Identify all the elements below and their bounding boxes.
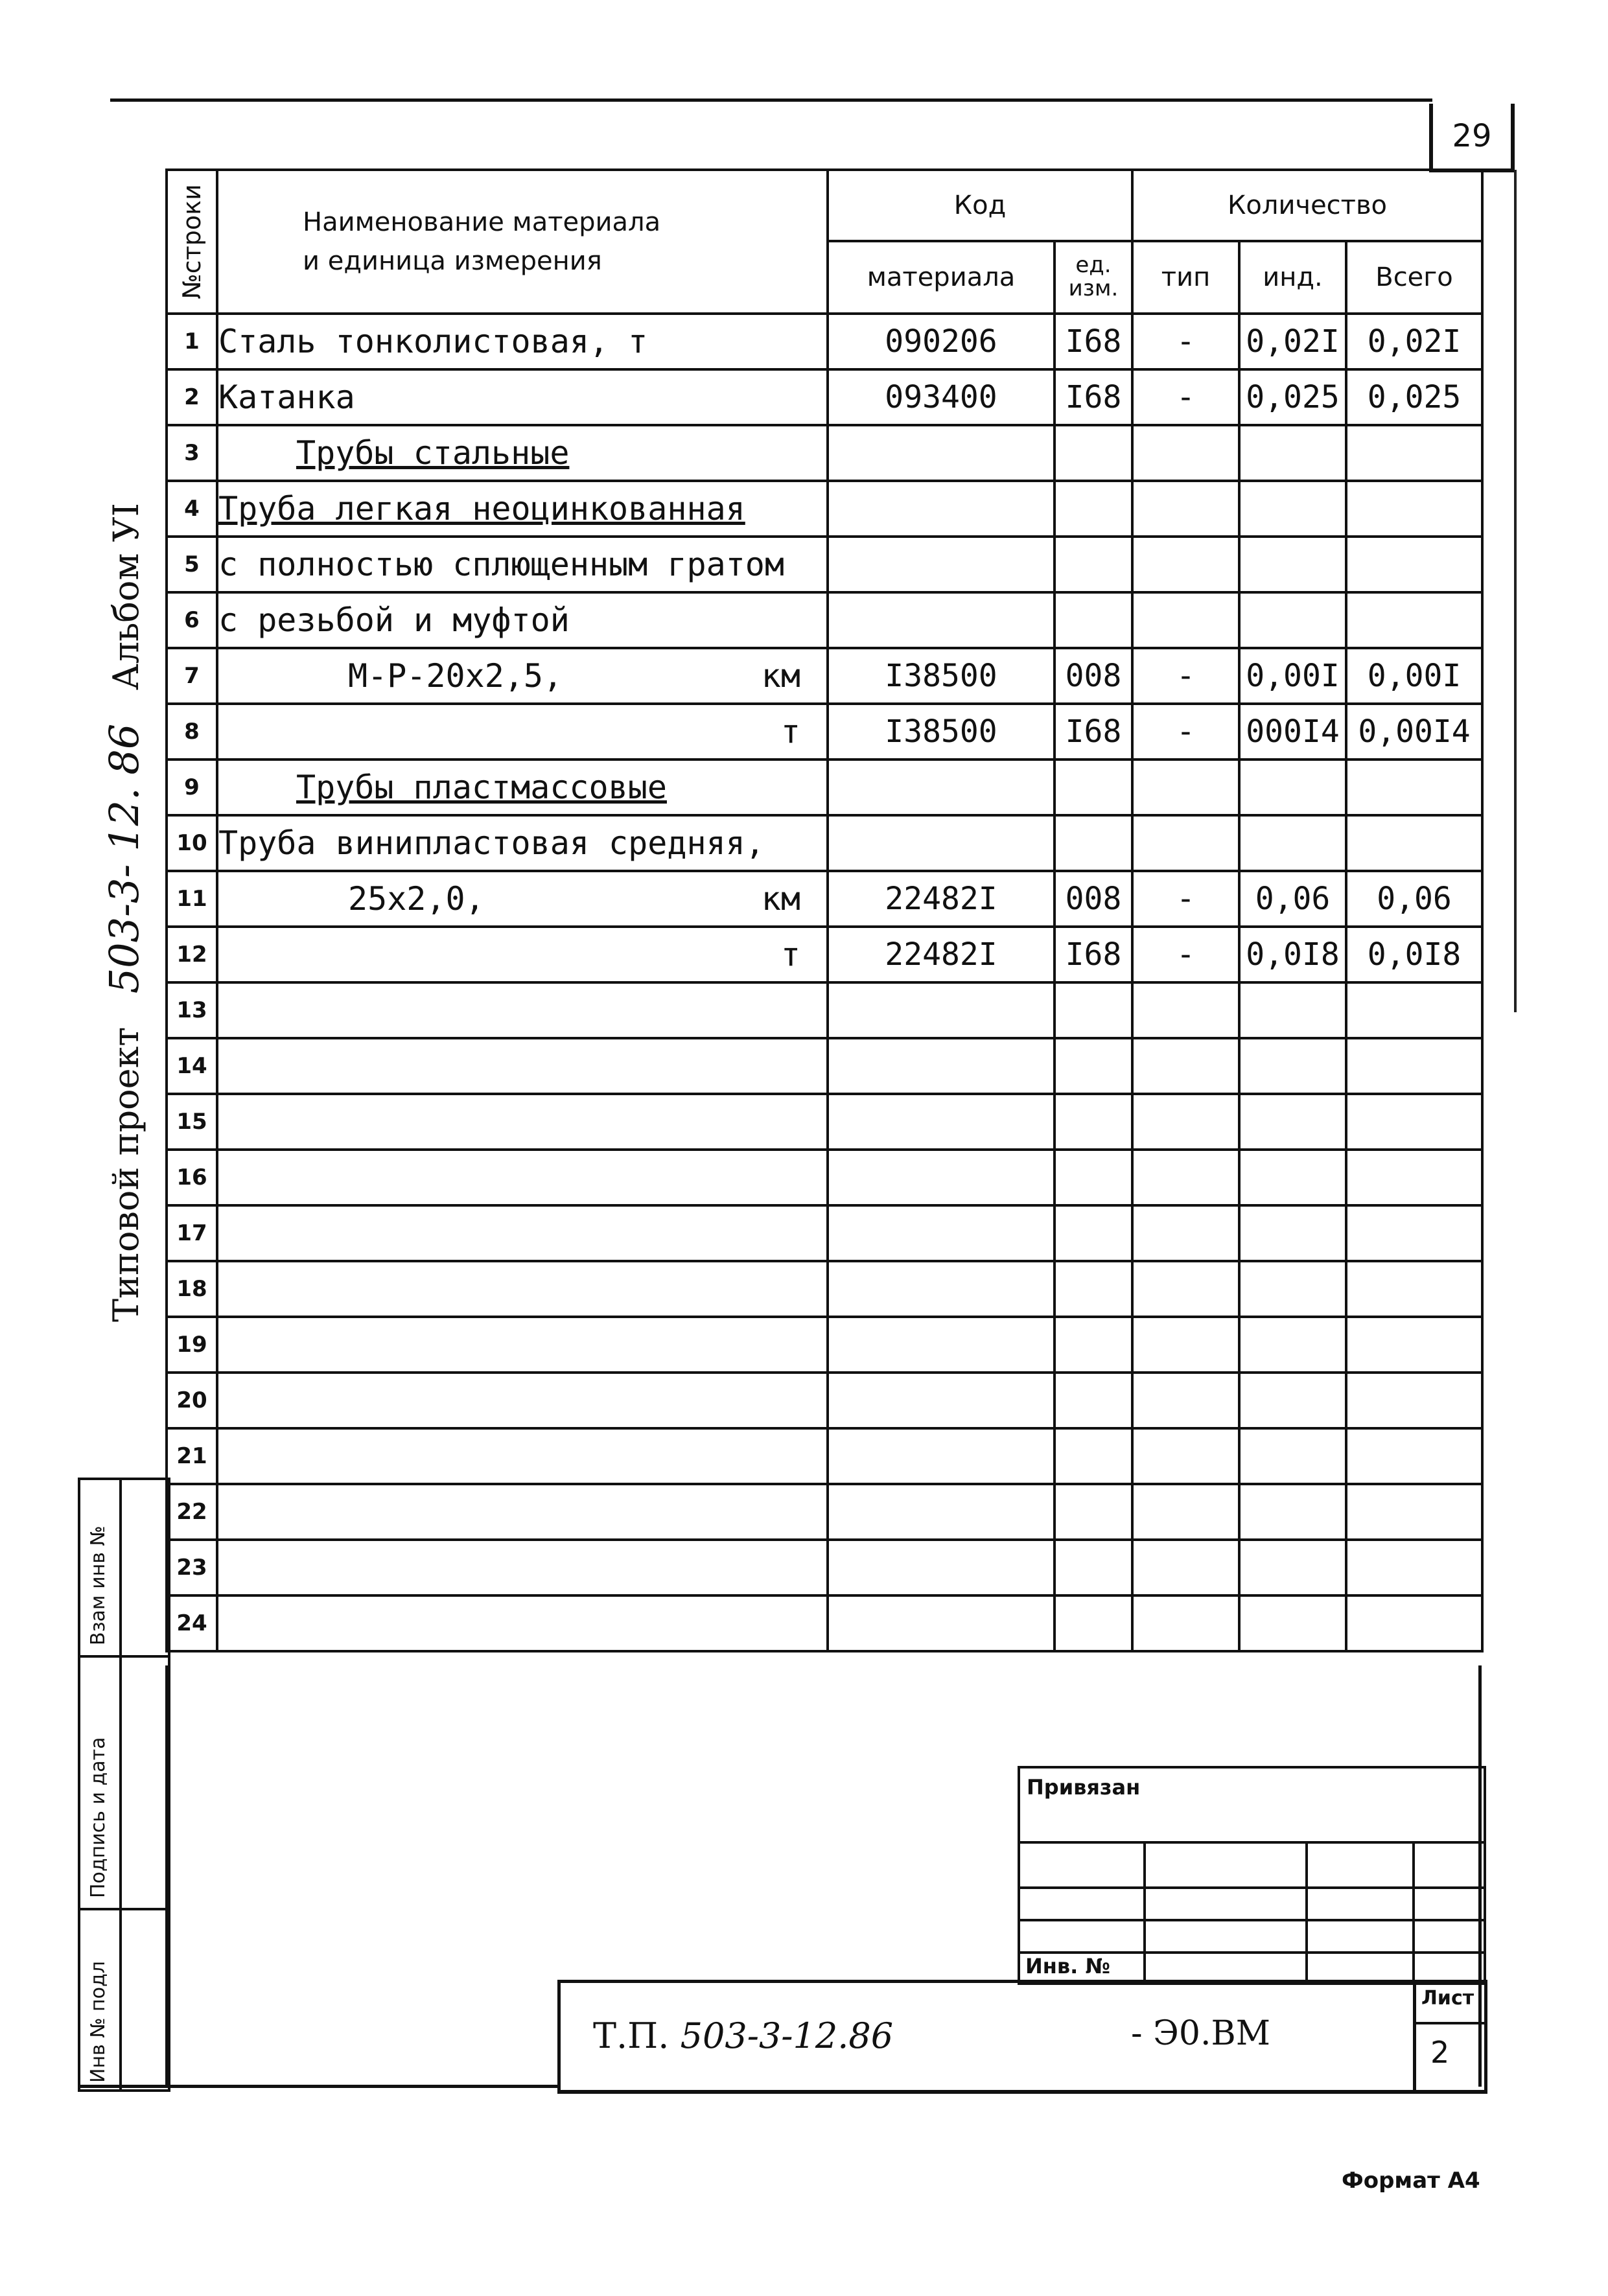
material-name-cell [217, 314, 828, 369]
table-row [167, 1094, 1482, 1150]
qty-type [1132, 1038, 1239, 1094]
qty-total [1346, 1373, 1482, 1428]
frame-bottom-line [78, 2085, 557, 2088]
material-code: I38500 [828, 648, 1055, 704]
unit-code [1055, 1150, 1132, 1205]
unit-code [1055, 760, 1132, 815]
table-row [167, 1484, 1482, 1540]
qty-ind [1239, 1595, 1346, 1651]
left-stamp-divider-1 [80, 1655, 168, 1658]
material-name-cell [217, 1038, 828, 1094]
table-row [167, 760, 1482, 815]
material-code [828, 1428, 1055, 1484]
qty-type [1132, 481, 1239, 537]
header-code-unit: ед. изм. [1055, 241, 1132, 314]
table-row [167, 1595, 1482, 1651]
row-number: 11 [167, 871, 217, 927]
table-row [167, 425, 1482, 481]
unit-code: 008 [1055, 871, 1132, 927]
table-row [167, 704, 1482, 760]
row-number: 20 [167, 1373, 217, 1428]
qty-type: - [1132, 369, 1239, 425]
unit-code: I68 [1055, 704, 1132, 760]
qty-type [1132, 1428, 1239, 1484]
qty-ind [1239, 1094, 1346, 1150]
qty-total [1346, 1150, 1482, 1205]
material-name: Катанка [218, 378, 355, 416]
table-row [167, 369, 1482, 425]
qty-type [1132, 1595, 1239, 1651]
header-qty-ind: инд. [1239, 241, 1346, 314]
qty-type [1132, 1373, 1239, 1428]
row-number: 18 [167, 1261, 217, 1317]
row-number: 1 [167, 314, 217, 369]
sheet-number: 2 [1430, 2035, 1450, 2070]
material-name-cell [217, 1317, 828, 1373]
unit-code: I68 [1055, 927, 1132, 982]
qty-ind: 0,02I [1239, 314, 1346, 369]
unit-code [1055, 1038, 1132, 1094]
qty-type: - [1132, 927, 1239, 982]
material-name-cell [217, 1428, 828, 1484]
qty-total [1346, 815, 1482, 871]
qty-total [1346, 1595, 1482, 1651]
header-row-no-text: №строки [178, 184, 206, 299]
unit-code [1055, 1317, 1132, 1373]
qty-type: - [1132, 704, 1239, 760]
qty-ind [1239, 1484, 1346, 1540]
qty-total [1346, 481, 1482, 537]
document-code-prefix: Т.П. [593, 2015, 670, 2056]
material-name-cell [217, 1484, 828, 1540]
sheet-cell [1413, 1983, 1484, 2090]
row-number: 7 [167, 648, 217, 704]
row-number: 10 [167, 815, 217, 871]
unit-code [1055, 537, 1132, 592]
material-name-cell [217, 481, 828, 537]
qty-total: 0,06 [1346, 871, 1482, 927]
qty-ind [1239, 537, 1346, 592]
qty-ind [1239, 760, 1346, 815]
table-row [167, 1038, 1482, 1094]
table-row [167, 1205, 1482, 1261]
unit-code [1055, 592, 1132, 648]
unit-code [1055, 1540, 1132, 1595]
material-name: с полностью сплющенным гратом [218, 546, 784, 583]
qty-total [1346, 1094, 1482, 1150]
row-number: 5 [167, 537, 217, 592]
qty-ind [1239, 1373, 1346, 1428]
row-number: 3 [167, 425, 217, 481]
row-number: 14 [167, 1038, 217, 1094]
header-qty-type: тип [1132, 241, 1239, 314]
material-name-cell [217, 704, 828, 760]
material-code [828, 537, 1055, 592]
row-number: 9 [167, 760, 217, 815]
material-name-cell [217, 425, 828, 481]
row-number: 21 [167, 1428, 217, 1484]
material-code [828, 1373, 1055, 1428]
material-name: 25х2,0, [348, 880, 485, 918]
table-row [167, 481, 1482, 537]
unit-code [1055, 1094, 1132, 1150]
left-stamp [78, 1478, 170, 2092]
qty-total [1346, 1038, 1482, 1094]
qty-total [1346, 1540, 1482, 1595]
table-row [167, 927, 1482, 982]
material-code: I38500 [828, 704, 1055, 760]
qty-type [1132, 1540, 1239, 1595]
table-row [167, 1261, 1482, 1317]
table-row [167, 1540, 1482, 1595]
material-name: Сталь тонколистовая, т [218, 323, 648, 360]
table-row [167, 1373, 1482, 1428]
material-name-cell [217, 982, 828, 1038]
header-code-material: материала [828, 241, 1055, 314]
material-name-cell [217, 760, 828, 815]
table-row [167, 648, 1482, 704]
material-unit: км [761, 657, 800, 695]
qty-type [1132, 1261, 1239, 1317]
row-number: 16 [167, 1150, 217, 1205]
table-row [167, 1150, 1482, 1205]
row-number: 8 [167, 704, 217, 760]
material-code [828, 1484, 1055, 1540]
header-row-1 [167, 170, 1482, 241]
qty-ind [1239, 1428, 1346, 1484]
qty-ind [1239, 1540, 1346, 1595]
stamp-sign-date-label: Подпись и дата [87, 1737, 110, 1898]
unit-code [1055, 815, 1132, 871]
qty-total [1346, 1484, 1482, 1540]
tb-vline-3 [1412, 1841, 1415, 1982]
material-code [828, 1261, 1055, 1317]
frame-left-line [165, 1665, 168, 2087]
qty-total [1346, 592, 1482, 648]
qty-ind [1239, 1317, 1346, 1373]
material-code [828, 1317, 1055, 1373]
material-unit: км [761, 880, 800, 918]
title-block-upper [1018, 1766, 1486, 1985]
table-row [167, 592, 1482, 648]
qty-type [1132, 1150, 1239, 1205]
material-code [828, 815, 1055, 871]
side-title-code: 503-3- 12. 86 [100, 723, 148, 994]
qty-ind [1239, 1038, 1346, 1094]
qty-type [1132, 760, 1239, 815]
stamp-vzam-label: Взам инв № [87, 1525, 110, 1645]
left-stamp-divider-2 [80, 1908, 168, 1910]
qty-ind: 0,0I8 [1239, 927, 1346, 982]
qty-total [1346, 537, 1482, 592]
unit-code [1055, 982, 1132, 1038]
material-name-cell [217, 648, 828, 704]
material-name: Труба легкая неоцинкованная [218, 490, 745, 528]
material-name: с резьбой и муфтой [218, 601, 570, 639]
table-row [167, 537, 1482, 592]
qty-total: 0,0I8 [1346, 927, 1482, 982]
document-code-suffix: - Э0.ВМ [1131, 2014, 1270, 2053]
qty-type [1132, 1317, 1239, 1373]
material-code [828, 1205, 1055, 1261]
material-code [828, 1094, 1055, 1150]
table-row [167, 871, 1482, 927]
row-number: 12 [167, 927, 217, 982]
material-code [828, 1540, 1055, 1595]
qty-type: - [1132, 648, 1239, 704]
qty-total [1346, 982, 1482, 1038]
qty-type [1132, 537, 1239, 592]
material-code [828, 1038, 1055, 1094]
unit-code [1055, 1373, 1132, 1428]
qty-ind [1239, 1150, 1346, 1205]
qty-ind [1239, 815, 1346, 871]
document-code-number: 503-3-12.86 [680, 2015, 894, 2056]
unit-code [1055, 1205, 1132, 1261]
material-name: Труба винипластовая средняя, [218, 824, 765, 862]
material-name-cell [217, 1094, 828, 1150]
table-row [167, 982, 1482, 1038]
unit-code [1055, 1428, 1132, 1484]
qty-total [1346, 1317, 1482, 1373]
row-number: 22 [167, 1484, 217, 1540]
material-code [828, 481, 1055, 537]
row-number: 19 [167, 1317, 217, 1373]
qty-total [1346, 1205, 1482, 1261]
qty-type [1132, 1094, 1239, 1150]
header-qty-group: Количество [1132, 170, 1482, 241]
qty-type [1132, 815, 1239, 871]
top-rule [110, 99, 1432, 102]
material-name-cell [217, 537, 828, 592]
material-name-cell [217, 927, 828, 982]
unit-code [1055, 481, 1132, 537]
material-code: 22482I [828, 871, 1055, 927]
table-row [167, 314, 1482, 369]
material-name-cell [217, 1373, 828, 1428]
qty-type [1132, 982, 1239, 1038]
side-title-prefix: Типовой проект [106, 1026, 146, 1322]
material-name-cell [217, 1540, 828, 1595]
row-number: 13 [167, 982, 217, 1038]
page-number: 29 [1429, 104, 1515, 172]
material-code [828, 1150, 1055, 1205]
qty-total: 0,00I [1346, 648, 1482, 704]
qty-ind [1239, 1205, 1346, 1261]
unit-code [1055, 1261, 1132, 1317]
qty-total [1346, 760, 1482, 815]
qty-total: 0,02I [1346, 314, 1482, 369]
tb-vline-2 [1305, 1841, 1308, 1982]
material-name-cell [217, 871, 828, 927]
side-title [100, 503, 148, 1322]
qty-ind: 0,025 [1239, 369, 1346, 425]
material-code: 090206 [828, 314, 1055, 369]
qty-ind: 0,00I [1239, 648, 1346, 704]
material-code: 22482I [828, 927, 1055, 982]
unit-code: 008 [1055, 648, 1132, 704]
material-name-cell [217, 592, 828, 648]
row-number: 6 [167, 592, 217, 648]
unit-code [1055, 1484, 1132, 1540]
material-code: 093400 [828, 369, 1055, 425]
document-code [593, 2015, 893, 2056]
material-code [828, 1595, 1055, 1651]
row-number: 2 [167, 369, 217, 425]
material-name: М-Р-20х2,5, [348, 657, 563, 695]
qty-ind [1239, 982, 1346, 1038]
tb-vline-1 [1143, 1841, 1146, 1982]
material-code [828, 592, 1055, 648]
material-unit: т [780, 936, 800, 973]
format-label: Формат А4 [1342, 2168, 1480, 2194]
row-number: 23 [167, 1540, 217, 1595]
material-name-cell [217, 369, 828, 425]
header-qty-total: Всего [1346, 241, 1482, 314]
privyazan-label: Привязан [1027, 1775, 1141, 1800]
qty-ind [1239, 425, 1346, 481]
header-name: Наименование материала и единица измерения [217, 170, 828, 314]
stamp-inv-podl-label: Инв № подл [87, 1961, 110, 2083]
row-number: 15 [167, 1094, 217, 1150]
row-number: 24 [167, 1595, 217, 1651]
material-name-cell [217, 1205, 828, 1261]
material-code [828, 425, 1055, 481]
material-name: Трубы стальные [296, 434, 570, 472]
qty-ind [1239, 1261, 1346, 1317]
qty-ind: 0,06 [1239, 871, 1346, 927]
qty-total [1346, 1428, 1482, 1484]
unit-code: I68 [1055, 369, 1132, 425]
material-name-cell [217, 1150, 828, 1205]
sheet-separator [1416, 2022, 1484, 2024]
material-name-cell [217, 1595, 828, 1651]
qty-ind [1239, 481, 1346, 537]
header-row-no [167, 170, 217, 314]
qty-type: - [1132, 871, 1239, 927]
inv-no-label: Инв. № [1025, 1954, 1110, 1978]
row-number: 4 [167, 481, 217, 537]
header-code-group: Код [828, 170, 1132, 241]
qty-type [1132, 425, 1239, 481]
title-block-main [557, 1980, 1487, 2094]
table-row [167, 1428, 1482, 1484]
qty-total [1346, 1261, 1482, 1317]
qty-total: 0,00I4 [1346, 704, 1482, 760]
sheet-label: Лист [1421, 1987, 1474, 2010]
material-name-cell [217, 815, 828, 871]
unit-code [1055, 1595, 1132, 1651]
qty-type [1132, 1205, 1239, 1261]
material-name: Трубы пластмассовые [296, 769, 667, 806]
material-name-cell [217, 1261, 828, 1317]
materials-table [165, 168, 1484, 1652]
material-code [828, 760, 1055, 815]
qty-type [1132, 1484, 1239, 1540]
qty-type [1132, 592, 1239, 648]
side-title-suffix: Альбом УI [106, 503, 146, 691]
qty-type: - [1132, 314, 1239, 369]
table-row [167, 815, 1482, 871]
unit-code: I68 [1055, 314, 1132, 369]
row-number: 17 [167, 1205, 217, 1261]
material-unit: т [780, 713, 800, 750]
qty-ind [1239, 592, 1346, 648]
qty-total [1346, 425, 1482, 481]
material-code [828, 982, 1055, 1038]
table-row [167, 1317, 1482, 1373]
unit-code [1055, 425, 1132, 481]
qty-ind: 000I4 [1239, 704, 1346, 760]
right-margin-line [1514, 170, 1517, 1012]
qty-total: 0,025 [1346, 369, 1482, 425]
